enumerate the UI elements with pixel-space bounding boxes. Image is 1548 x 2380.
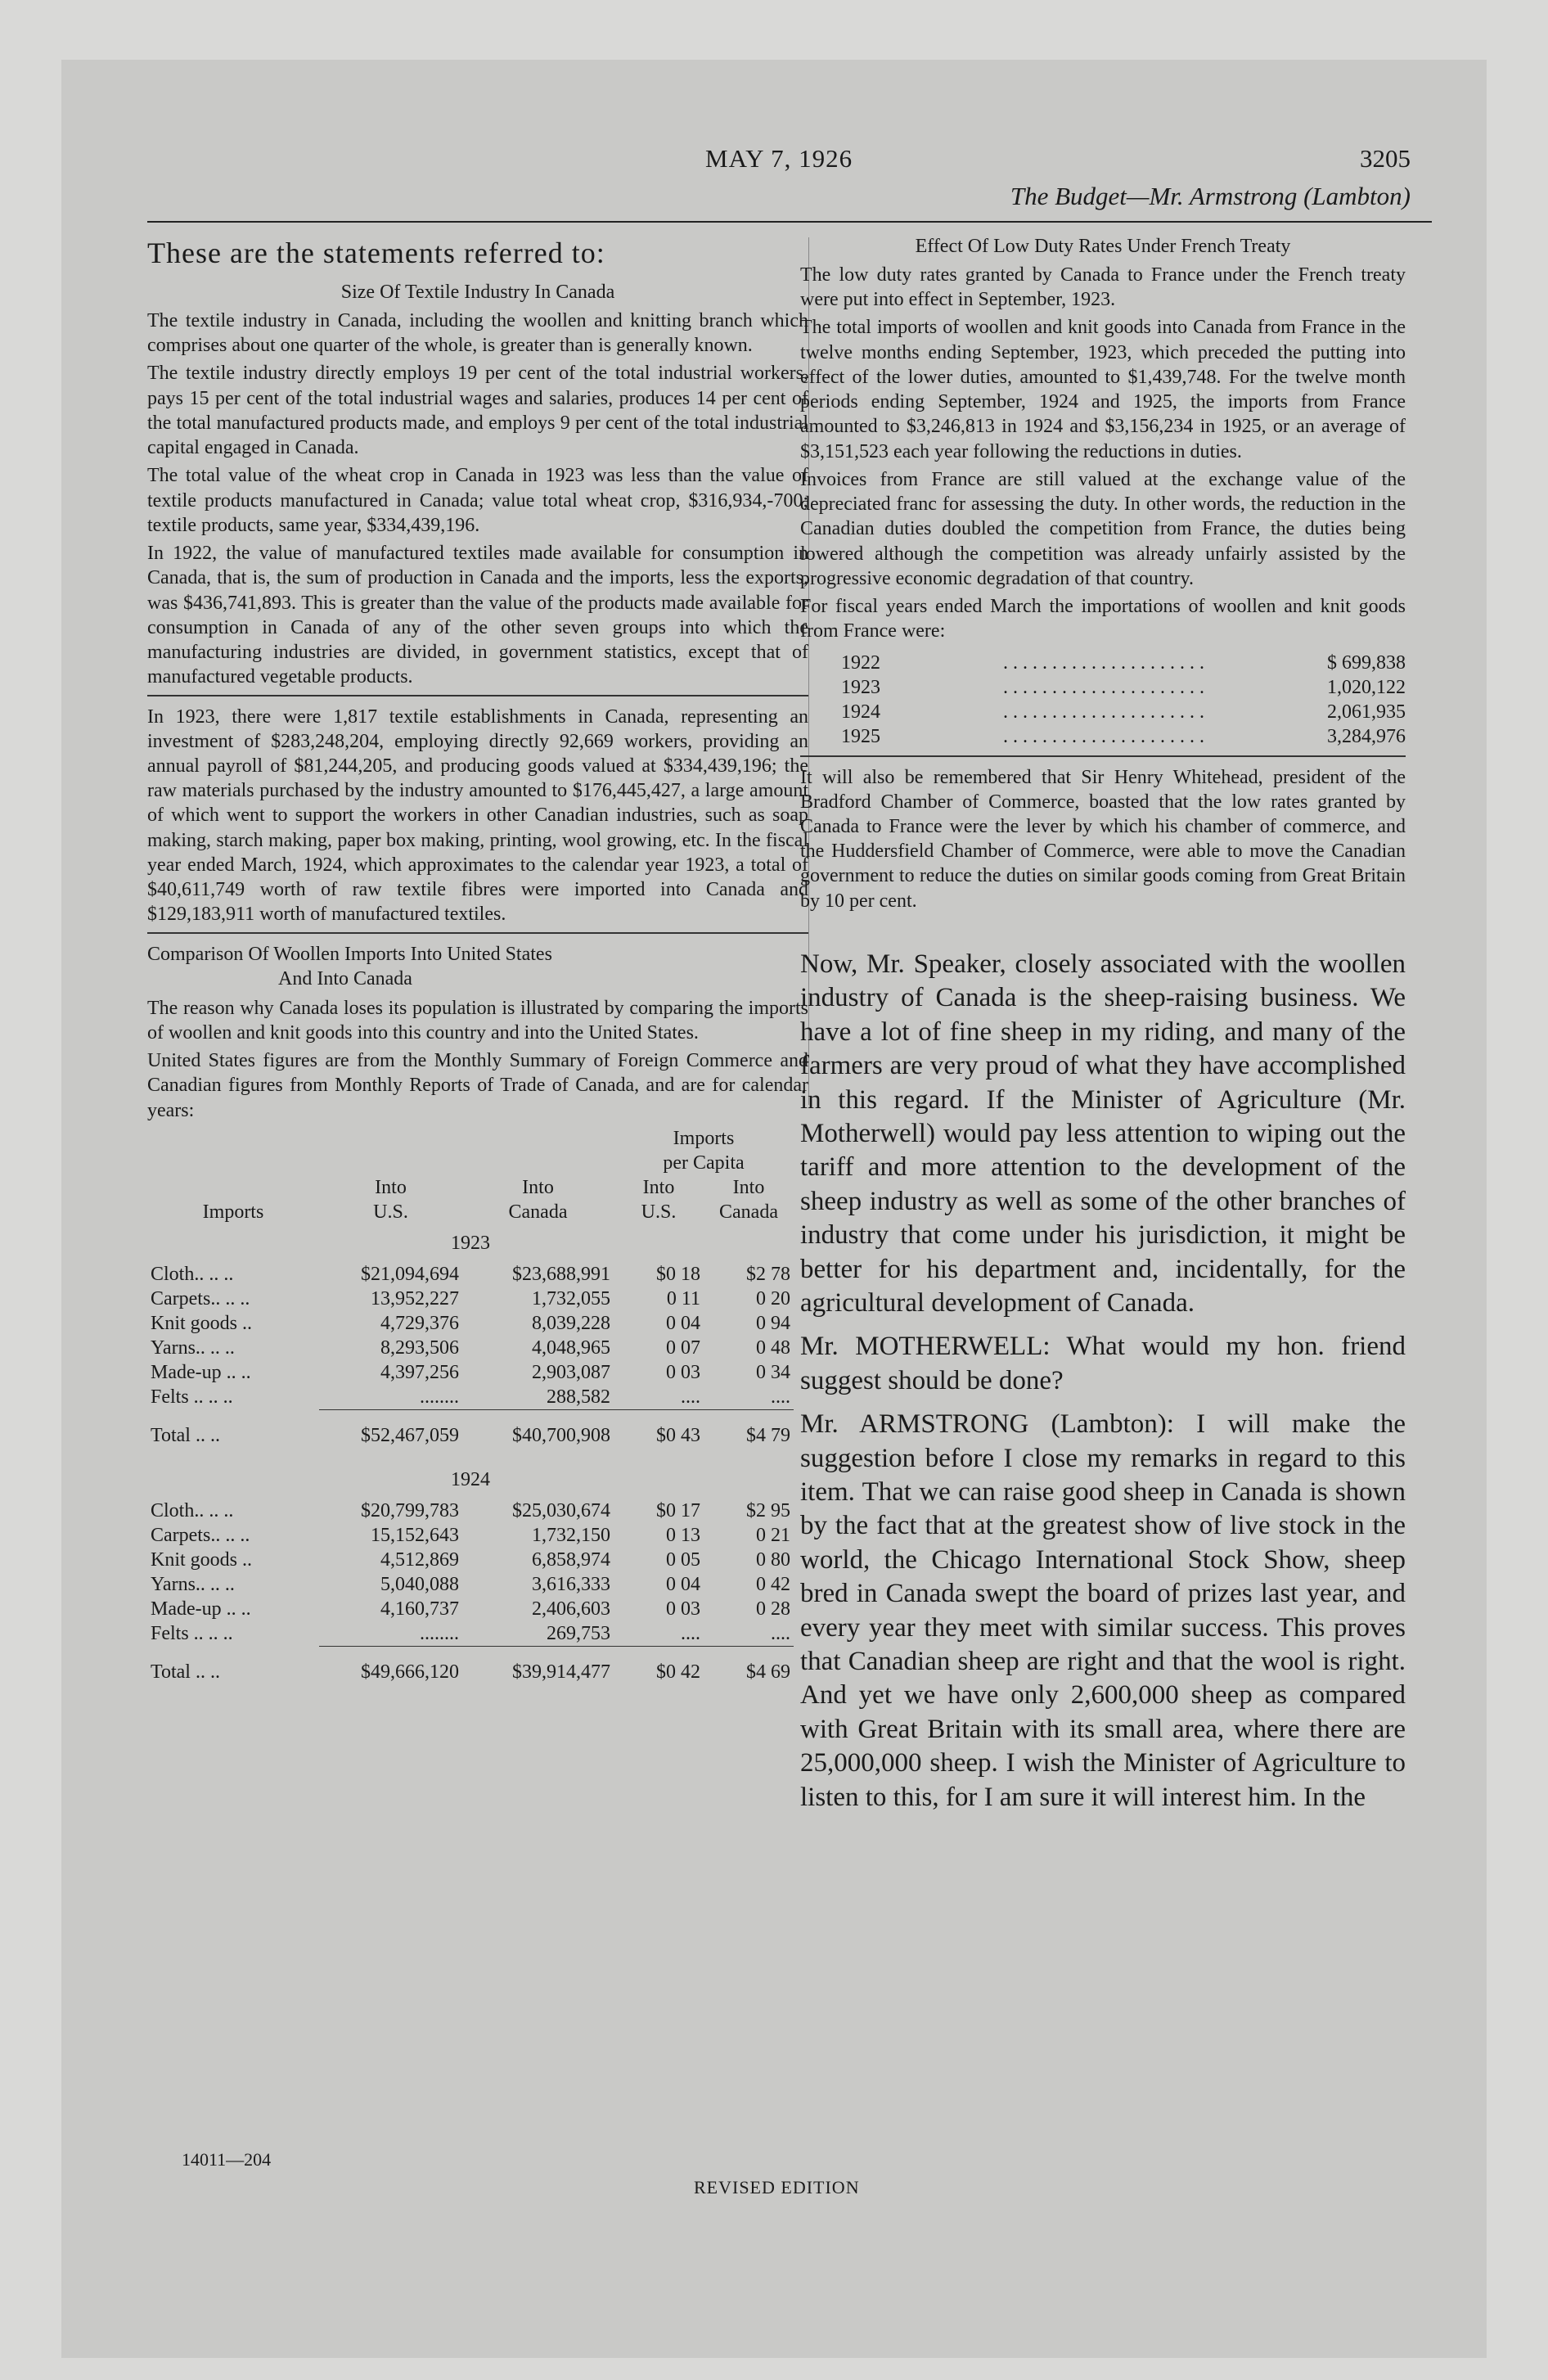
table-row: Made-up .. .. 4,397,256 2,903,087 0 03 0 34 <box>151 1361 790 1383</box>
section-title-line: Comparison Of Woollen Imports Into United States <box>147 943 552 965</box>
table-row: Yarns.. .. .. 8,293,506 4,048,965 0 07 0 48 <box>151 1336 790 1359</box>
header-date: MAY 7, 1926 <box>705 144 853 173</box>
paragraph: The textile industry in Canada, including the woollen and knitting branch which comprises about one quarter of the whole, is greater than is generally known. <box>147 310 808 357</box>
footer-code: 14011—204 <box>182 2149 272 2170</box>
list-item: 1923 . . . . . . . . . . . . . . . . . . . . . 1,020,122 <box>841 676 1406 698</box>
table-row: Felts .. .. .. ........ 269,753 .... .... <box>151 1622 790 1645</box>
col-header: Into <box>522 1176 554 1198</box>
paragraph: For fiscal years ended March the importations of woollen and knit goods from France were: <box>800 596 1406 642</box>
col-header: Imports <box>673 1127 735 1149</box>
col-header: Canada <box>508 1201 568 1223</box>
table-row: Knit goods .. 4,512,869 6,858,974 0 05 0 80 <box>151 1548 790 1571</box>
table-header-row <box>147 1175 794 1200</box>
intro-line: These are the statements referred to: <box>147 237 605 269</box>
paragraph: The textile industry directly employs 19 per cent of the total industrial workers, pays 15 per cent of the total industrial wages and salaries, produces 14 per cent of the total manufactured products made, and employs 9 per cent of the total industrial capital engaged in Canada. <box>147 363 808 459</box>
col-header: Into <box>642 1176 675 1198</box>
fiscal-year-list <box>800 651 1406 749</box>
page-number: 3205 <box>1360 144 1411 173</box>
table-header-row <box>147 1200 794 1224</box>
col-header: Imports <box>202 1201 264 1223</box>
header-rule <box>147 221 1432 223</box>
paragraph: United States figures are from the Monthly Summary of Foreign Commerce and Canadian figures from Monthly Reports of Trade of Canada, and are for calendar years: <box>147 1050 808 1121</box>
speech-paragraph: Mr. MOTHERWELL: What would my hon. friend suggest should be done? <box>800 1332 1406 1395</box>
year-row: 1923 <box>451 1232 490 1254</box>
col-header: Into <box>732 1176 765 1198</box>
section-title-line: And Into Canada <box>278 967 412 989</box>
table-row: Cloth.. .. .. $20,799,783 $25,030,674 $0 17 $2 95 <box>151 1499 790 1521</box>
paragraph: The total imports of woollen and knit goods into Canada from France in the twelve months ending September, 1923, which preceded the putting into effect of the lower duties, amounted to $1,439,748. For the twelve month periods ending September, 1924 and 1925, the imports from France amounted to $3,246,813 in 1924 and $3,156,234 in 1925, or an average of $3,151,523 each year following the reductions in duties. <box>800 317 1406 462</box>
table-row: Knit goods .. 4,729,376 8,039,228 0 04 0 94 <box>151 1312 790 1334</box>
left-column <box>147 236 808 1697</box>
speech-paragraph: Mr. ARMSTRONG (Lambton): I will make the suggestion before I close my remarks in regard to this item. That we can raise good sheep in Canada is shown by the fact that at the greatest show of live stock in the world, the Chicago International Stock Show, sheep bred in Canada swept the board of prizes last year, and every year they meet with similar success. This proves that Canadian sheep are right and that the wool is right. And yet we have only 2,600,000 sheep as compared with Great Britain with its small area, where there are 25,000,000 sheep. I wish the Minister of Agriculture to listen to this, for I am sure it will interest him. In the <box>800 1409 1406 1812</box>
section-title-comparison <box>147 942 808 991</box>
list-item: 1922 . . . . . . . . . . . . . . . . . . . . . $ 699,838 <box>841 651 1406 674</box>
col-header: Canada <box>719 1201 778 1223</box>
table-header-row <box>147 1151 794 1175</box>
table-row: Carpets.. .. .. 13,952,227 1,732,055 0 11 0 20 <box>151 1287 790 1309</box>
table-row: Cloth.. .. .. $21,094,694 $23,688,991 $0 18 $2 78 <box>151 1263 790 1285</box>
col-header: per Capita <box>663 1152 745 1174</box>
list-item: 1924 . . . . . . . . . . . . . . . . . . . . . 2,061,935 <box>841 701 1406 723</box>
paragraph: It will also be remembered that Sir Henry Whitehead, president of the Bradford Chamber of Commerce, boasted that the low rates granted by Canada to France were the lever by which his chamber of commerce, and the Huddersfield Chamber of Commerce, were able to move the Canadian government to reduce the duties on similar goods coming from Great Britain by 10 per cent. <box>800 766 1406 912</box>
imports-table <box>147 1126 794 1697</box>
paragraph: The reason why Canada loses its population is illustrated by comparing the imports of woollen and knit goods into this country and into the United States. <box>147 997 808 1044</box>
section-rule <box>147 695 808 696</box>
table-header-row <box>147 1126 794 1151</box>
speech-paragraph: Now, Mr. Speaker, closely associated with the woollen industry of Canada is the sheep-raising business. We have a lot of fine sheep in my riding, and many of the farmers are very proud of what they have accomplished in this regard. If the Minister of Agriculture (Mr. Motherwell) would pay less attention to wiping out the tariff and more attention to the development of the sheep industry as well as some of the other branches of industry that come under his jurisdiction, it might be better for his department and, incidentally, for the agricultural development of Canada. <box>800 949 1406 1318</box>
section-rule <box>800 755 1406 757</box>
table-row: Carpets.. .. .. 15,152,643 1,732,150 0 13 0 21 <box>151 1524 790 1546</box>
col-header: Into <box>375 1176 407 1198</box>
col-header: U.S. <box>373 1201 408 1223</box>
total-row: Total .. .. $52,467,059 $40,700,908 $0 43 $4 79 <box>147 1409 794 1461</box>
section-rule <box>147 932 808 934</box>
col-header: U.S. <box>641 1201 677 1223</box>
total-row: Total .. .. $49,666,120 $39,914,477 $0 42 $4 69 <box>147 1646 794 1697</box>
year-row: 1924 <box>451 1468 490 1490</box>
table-row: Felts .. .. .. ........ 288,582 .... .... <box>151 1386 790 1409</box>
paragraph: The total value of the wheat crop in Canada in 1923 was less than the value of textile products manufactured in Canada; value total wheat crop, $316,934,-700; textile products, same year, $334,439,196. <box>147 465 808 536</box>
list-item: 1925 . . . . . . . . . . . . . . . . . . . . . 3,284,976 <box>841 725 1406 747</box>
section-title-textile: Size Of Textile Industry In Canada <box>340 282 615 303</box>
paragraph: In 1922, the value of manufactured textiles made available for consumption in Canada, that is, the sum of production in Canada and the imports, less the exports, was $436,741,893. This is greater than the value of the products made available for consumption in Canada of any of the other seven groups into which the manufacturing industries are divided, in government statistics, except that of manufactured vegetable products. <box>147 543 808 688</box>
footer-edition: REVISED EDITION <box>694 2177 860 2197</box>
right-column <box>800 236 1406 1824</box>
paragraph: The low duty rates granted by Canada to France under the French treaty were put into effect in September, 1923. <box>800 264 1406 311</box>
section-title-french-treaty: Effect Of Low Duty Rates Under French Treaty <box>915 236 1291 257</box>
paragraph: In 1923, there were 1,817 textile establishments in Canada, representing an investment of $283,248,204, employing directly 92,669 workers, providing an annual payroll of $81,244,205, and producing goods valued at $334,439,196; the raw materials purchased by the industry amounted to $176,445,427, a large amount of which went to support the workers in other Canadian industries, such as soap making, starch making, paper box making, printing, wool growing, etc. In the fiscal year ended March, 1924, which approximates to the calendar year 1923, a total of $40,611,749 worth of raw textile fibres were imported into Canada and $129,183,911 worth of manufactured textiles. <box>147 705 808 926</box>
table-row: Made-up .. .. 4,160,737 2,406,603 0 03 0 28 <box>151 1598 790 1620</box>
paragraph: Invoices from France are still valued at the exchange value of the depreciated franc for assessing the duty. In other words, the reduction in the Canadian duties doubled the competition from France, the duties being lowered although the competition was already unfairly assisted by the progressive economic degradation of that country. <box>800 468 1406 589</box>
table-row: Yarns.. .. .. 5,040,088 3,616,333 0 04 0 42 <box>151 1573 790 1595</box>
running-title: The Budget—Mr. Armstrong (Lambton) <box>1010 182 1411 210</box>
